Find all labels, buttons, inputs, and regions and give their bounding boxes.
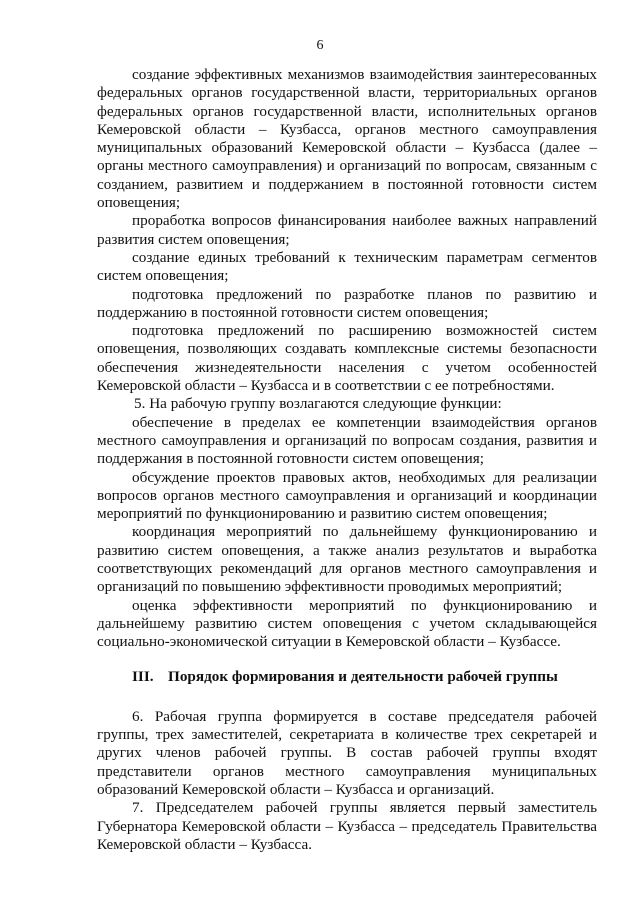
function-evaluation: оценка эффективности мероприятий по функционированию и дальнейшему развитию систем оповещения с учетом складывающейся социально-экономической ситуации в Кемеровской области – Кузбассе. (97, 596, 597, 651)
item-6: 6. Рабочая группа формируется в составе председателя рабочей группы, трех заместителей, секретариата в количестве трех секретарей и других членов рабочей группы. В состав рабочей группы входят представители органов местного самоуправления муниципальных образований Кемеровской области – Кузбасса и организаций. (97, 707, 597, 798)
function-interaction: обеспечение в пределах ее компетенции взаимодействия органов местного самоуправления и организаций по вопросам создания, развития и поддержания в постоянной готовности систем оповещения; (97, 413, 597, 468)
page-number: 6 (316, 38, 324, 53)
item-5-lead: 5. На рабочую группу возлагаются следующие функции: (134, 395, 502, 413)
section-number: III. (132, 667, 154, 685)
paragraph-development-plans: подготовка предложений по разработке планов по развитию и поддержанию в постоянной готовности систем оповещения; (97, 285, 597, 321)
paragraph-interaction-mechanisms: создание эффективных механизмов взаимодействия заинтересованных федеральных органов государственной власти, территориальных органов федеральных органов государственной власти, исполнительных органов Кемеровской области – Кузбасса, органов местного самоуправления муниципальных образований Кемеровской области – Кузбасса (далее – органы местного самоуправления) и организаций по вопросам, связанным с созданием, развитием и поддержанием в постоянной готовности систем оповещения; (97, 66, 597, 212)
function-coordination: координация мероприятий по дальнейшему функционированию и развитию систем оповещения, а также анализ результатов и выработка соответствующих рекомендаций для органов местного самоуправления и организаций по повышению эффективности проводимых мероприятий; (97, 523, 597, 596)
paragraph-technical-requirements: создание единых требований к техническим параметрам сегментов систем оповещения; (97, 248, 597, 285)
document-body (97, 66, 597, 854)
paragraph-capabilities-expansion: подготовка предложений по расширению возможностей систем оповещения, позволяющих создавать комплексные системы безопасности обеспечения жизнедеятельности населения с учетом особенностей Кемеровской области – Кузбасса и в соответствии с ее потребностями. (97, 322, 597, 395)
paragraph-financing: проработка вопросов финансирования наиболее важных направлений развития систем оповещения; (97, 212, 597, 248)
section-heading (97, 652, 597, 708)
item-7: 7. Председателем рабочей группы является первый заместитель Губернатора Кемеровской области – Кузбасса – председатель Правительства Кемеровской области – Кузбасса. (97, 799, 597, 853)
function-legal-acts: обсуждение проектов правовых актов, необходимых для реализации вопросов органов местного самоуправления и организаций и координации мероприятий по функционированию и развитию систем оповещения; (97, 468, 597, 523)
section-title: Порядок формирования и деятельности рабочей группы (168, 667, 558, 685)
